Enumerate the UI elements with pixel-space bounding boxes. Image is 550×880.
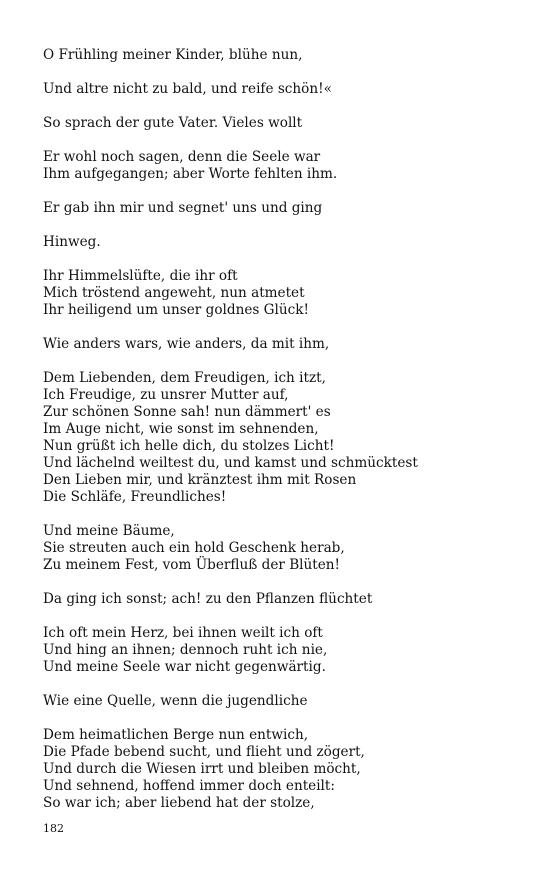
stanza [43, 693, 513, 710]
poem-line: Und durch die Wiesen irrt und bleiben möcht, [43, 761, 361, 777]
poem-line: Im Auge nicht, wie sonst im sehnenden, [43, 421, 319, 437]
poem-line: O Frühling meiner Kinder, blühe nun, [43, 47, 303, 63]
poem-line: Ihm aufgegangen; aber Worte fehlten ihm. [43, 166, 338, 182]
poem-line: Dem Liebenden, dem Freudigen, ich itzt, [43, 370, 326, 386]
stanza [43, 625, 513, 676]
poem-line: Mich tröstend angeweht, nun atmetet [43, 285, 305, 301]
poem-line: Er wohl noch sagen, denn die Seele war [43, 149, 321, 165]
poem-line: Den Lieben mir, und kränztest ihm mit Rosen [43, 472, 357, 488]
poem-line: Ich Freudige, zu unsrer Mutter auf, [43, 387, 289, 403]
poem-line: Zu meinem Fest, vom Überfluß der Blüten! [43, 557, 341, 573]
poem-line: Nun grüßt ich helle dich, du stolzes Licht! [43, 438, 335, 454]
poem-line: Und meine Seele war nicht gegenwärtig. [43, 659, 326, 675]
poem-line: Und hing an ihnen; dennoch ruht ich nie, [43, 642, 328, 658]
poem-line: Dem heimatlichen Berge nun entwich, [43, 727, 309, 743]
poem-line: Zur schönen Sonne sah! nun dämmert' es [43, 404, 331, 420]
poem-line: Die Pfade bebend sucht, und flieht und zögert, [43, 744, 365, 760]
poem-text [43, 47, 513, 829]
stanza [43, 115, 513, 132]
stanza [43, 370, 513, 506]
stanza [43, 523, 513, 574]
stanza [43, 234, 513, 251]
poem-line: Ihr Himmelslüfte, die ihr oft [43, 268, 238, 284]
poem-line: Ihr heiligend um unser goldnes Glück! [43, 302, 309, 318]
stanza [43, 200, 513, 217]
poem-line: So sprach der gute Vater. Vieles wollt [43, 115, 303, 131]
poem-line: Und lächelnd weiltest du, und kamst und schmücktest [43, 455, 418, 471]
stanza [43, 268, 513, 319]
stanza [43, 727, 513, 812]
stanza [43, 149, 513, 183]
poem-line: Wie anders wars, wie anders, da mit ihm, [43, 336, 330, 352]
poem-line: Wie eine Quelle, wenn die jugendliche [43, 693, 308, 709]
poem-line: Ich oft mein Herz, bei ihnen weilt ich oft [43, 625, 323, 641]
poem-line: Die Schläfe, Freundliches! [43, 489, 227, 505]
poem-line: Hinweg. [43, 234, 101, 250]
poem-line: Und altre nicht zu bald, und reife schön!« [43, 81, 332, 97]
poem-line: Und sehnend, hoffend immer doch enteilt: [43, 778, 335, 794]
page-number: 182 [43, 822, 64, 835]
poem-line: Da ging ich sonst; ach! zu den Pflanzen flüchtet [43, 591, 373, 607]
poem-line: Sie streuten auch ein hold Geschenk herab, [43, 540, 345, 556]
poem-line: Er gab ihn mir und segnet' uns und ging [43, 200, 323, 216]
poem-line: So war ich; aber liebend hat der stolze, [43, 795, 315, 811]
stanza [43, 336, 513, 353]
poem-line: Und meine Bäume, [43, 523, 175, 539]
stanza [43, 591, 513, 608]
stanza [43, 81, 513, 98]
stanza [43, 47, 513, 64]
